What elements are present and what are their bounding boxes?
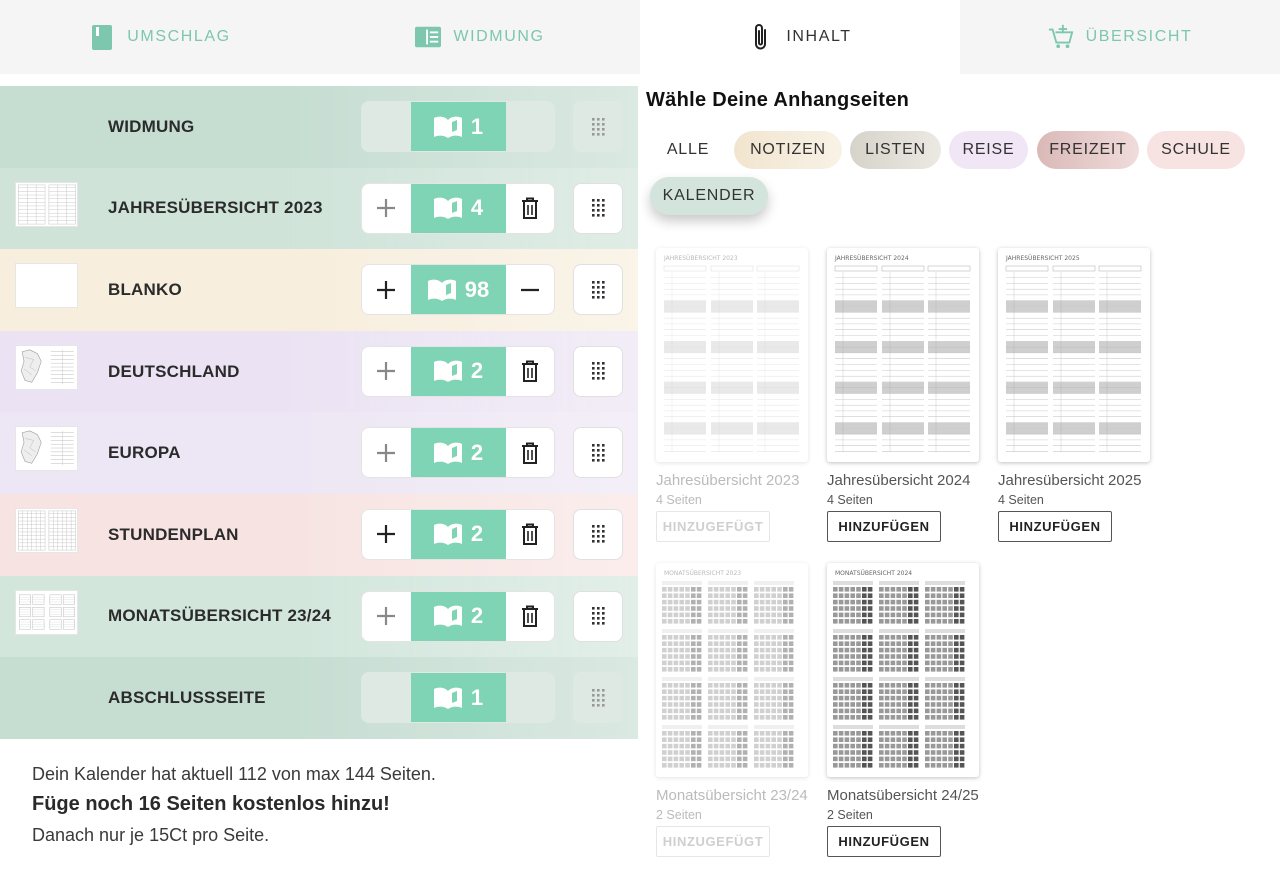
open-book-icon: [427, 278, 457, 302]
page-thumbnail: [15, 590, 78, 635]
page-label: EUROPA: [108, 443, 181, 463]
page-count-value: 4: [470, 195, 484, 221]
page-count-value: 1: [470, 684, 484, 710]
page-row: [0, 576, 638, 658]
added-button: HINZUGEFÜGT: [656, 826, 770, 857]
filter-chip-freizeit[interactable]: FREIZEIT: [1037, 131, 1139, 169]
filter-chip-notizen[interactable]: NOTIZEN: [734, 131, 842, 169]
open-book-icon: [433, 604, 463, 628]
added-button: HINZUGEFÜGT: [656, 511, 770, 542]
page-row: [0, 331, 638, 413]
page-label: MONATSÜBERSICHT 23/24: [108, 606, 332, 626]
attachment-page-count: 2 Seiten: [827, 808, 873, 822]
svg-text:JAHRESÜBERSICHT 2023: JAHRESÜBERSICHT 2023: [664, 255, 738, 262]
trash-icon[interactable]: [506, 592, 555, 641]
plus-icon[interactable]: [362, 592, 411, 641]
price-text: Danach nur je 15Ct pro Seite.: [32, 825, 270, 845]
page-count: [411, 347, 506, 396]
attachment-card: [827, 563, 979, 857]
paperclip-icon: [748, 23, 774, 51]
minus-icon[interactable]: [506, 265, 555, 314]
page-count-value: 2: [470, 439, 484, 465]
page-count-value: 2: [470, 358, 484, 384]
page-count-stepper: [361, 346, 555, 397]
page-count-value: 2: [470, 521, 484, 547]
page-count: [411, 102, 506, 151]
page-count-stepper: [361, 509, 555, 560]
page-count-stepper: [361, 672, 555, 723]
page-thumbnail: [15, 426, 78, 471]
open-book-icon: [415, 23, 441, 51]
attachment-page-count: 4 Seiten: [827, 493, 873, 507]
drag-handle-icon[interactable]: [573, 183, 623, 234]
attachment-card: [656, 563, 808, 857]
page-row: [0, 412, 638, 494]
page-count-stepper: [361, 591, 555, 642]
tab-uebersicht[interactable]: [960, 0, 1280, 74]
open-book-icon: [433, 115, 463, 139]
trash-icon[interactable]: [506, 347, 555, 396]
stepper-empty: [506, 102, 555, 151]
filter-chip-listen[interactable]: LISTEN: [850, 131, 941, 169]
attachment-title: Monatsübersicht 23/24: [656, 787, 808, 804]
attachment-preview[interactable]: [656, 563, 808, 777]
plus-icon[interactable]: [362, 428, 411, 477]
attachment-card: [827, 248, 979, 542]
plus-icon[interactable]: [362, 347, 411, 396]
page-label: STUNDENPLAN: [108, 524, 239, 544]
drag-handle-icon: [573, 672, 623, 723]
attachment-title: Jahresübersicht 2024: [827, 472, 971, 489]
add-button[interactable]: HINZUFÜGEN: [998, 511, 1112, 542]
page-count-stepper: [361, 264, 555, 315]
filter-chip-kalender[interactable]: KALENDER: [650, 177, 768, 215]
open-book-icon: [433, 441, 463, 465]
stepper-empty: [362, 102, 411, 151]
page-count-stepper: [361, 427, 555, 478]
svg-text:MONATSÜBERSICHT 2023: MONATSÜBERSICHT 2023: [664, 570, 742, 577]
plus-icon[interactable]: [362, 510, 411, 559]
page-count: [411, 673, 506, 722]
page-label: BLANKO: [108, 279, 182, 299]
attachment-card: [656, 248, 808, 542]
drag-handle-icon[interactable]: [573, 427, 623, 478]
attachment-title: Monatsübersicht 24/25: [827, 787, 979, 804]
tab-umschlag[interactable]: [0, 0, 320, 74]
attachment-preview[interactable]: [827, 248, 979, 462]
tab-inhalt[interactable]: [640, 0, 960, 74]
page-row: [0, 657, 638, 739]
page-row: [0, 168, 638, 250]
open-book-icon: [433, 359, 463, 383]
trash-icon[interactable]: [506, 428, 555, 477]
page-count: [411, 510, 506, 559]
page-count-info: [32, 762, 632, 847]
attachment-card: [998, 248, 1150, 542]
page-count: [411, 428, 506, 477]
add-button[interactable]: HINZUFÜGEN: [827, 511, 941, 542]
stepper-empty: [506, 673, 555, 722]
trash-icon[interactable]: [506, 184, 555, 233]
svg-text:MONATSÜBERSICHT 2024: MONATSÜBERSICHT 2024: [835, 570, 913, 577]
page-row: [0, 494, 638, 576]
page-label: DEUTSCHLAND: [108, 361, 240, 381]
drag-handle-icon: [573, 101, 623, 152]
page-thumbnail: [15, 182, 78, 227]
attachment-preview[interactable]: [827, 563, 979, 777]
free-pages-text: Füge noch 16 Seiten kostenlos hinzu!: [32, 793, 390, 815]
drag-handle-icon[interactable]: [573, 591, 623, 642]
open-book-icon: [433, 522, 463, 546]
page-count-text: Dein Kalender hat aktuell 112 von max 144 Seiten.: [32, 764, 436, 784]
stepper-empty: [362, 673, 411, 722]
attachment-title: Jahresübersicht 2023: [656, 472, 800, 489]
filter-chip-schule[interactable]: SCHULE: [1147, 131, 1245, 169]
tab-widmung[interactable]: [320, 0, 640, 74]
attachment-page-count: 2 Seiten: [656, 808, 702, 822]
page-count: [411, 592, 506, 641]
filter-chip-alle[interactable]: ALLE: [650, 131, 726, 169]
open-book-icon: [433, 686, 463, 710]
attachment-page-count: 4 Seiten: [656, 493, 702, 507]
tab-label: INHALT: [786, 28, 852, 45]
attachment-title: Jahresübersicht 2025: [998, 472, 1142, 489]
add-button[interactable]: HINZUFÜGEN: [827, 826, 941, 857]
svg-text:JAHRESÜBERSICHT 2024: JAHRESÜBERSICHT 2024: [835, 255, 909, 262]
page-count-value: 2: [470, 603, 484, 629]
book-icon: [89, 23, 115, 51]
drag-handle-icon[interactable]: [573, 264, 623, 315]
attachment-preview[interactable]: [998, 248, 1150, 462]
plus-icon[interactable]: [362, 184, 411, 233]
plus-icon[interactable]: [362, 265, 411, 314]
page-thumbnail: [15, 508, 78, 553]
page-label: ABSCHLUSSSEITE: [108, 687, 266, 707]
page-thumbnail: [15, 263, 78, 308]
page-count-stepper: [361, 101, 555, 152]
drag-handle-icon[interactable]: [573, 346, 623, 397]
trash-icon[interactable]: [506, 510, 555, 559]
page-count-stepper: [361, 183, 555, 234]
page-count: [411, 265, 506, 314]
page-row: [0, 86, 638, 168]
page-row: [0, 249, 638, 331]
tab-label: UMSCHLAG: [127, 28, 231, 45]
tab-label: ÜBERSICHT: [1085, 28, 1193, 45]
attachment-preview[interactable]: [656, 248, 808, 462]
section-title: Wähle Deine Anhangseiten: [646, 89, 910, 111]
drag-handle-icon[interactable]: [573, 509, 623, 560]
page-label: WIDMUNG: [108, 116, 195, 136]
tab-label: WIDMUNG: [453, 28, 545, 45]
page-label: JAHRESÜBERSICHT 2023: [108, 198, 323, 218]
svg-text:JAHRESÜBERSICHT 2025: JAHRESÜBERSICHT 2025: [1006, 255, 1080, 262]
cart-plus-icon: [1048, 23, 1074, 51]
page-count: [411, 184, 506, 233]
page-count-value: 98: [464, 276, 490, 302]
open-book-icon: [433, 196, 463, 220]
page-count-value: 1: [470, 113, 484, 139]
top-tab-bar: [0, 0, 1280, 74]
filter-chip-reise[interactable]: REISE: [949, 131, 1028, 169]
page-thumbnail: [15, 345, 78, 390]
attachment-page-count: 4 Seiten: [998, 493, 1044, 507]
page-list: [0, 86, 638, 739]
